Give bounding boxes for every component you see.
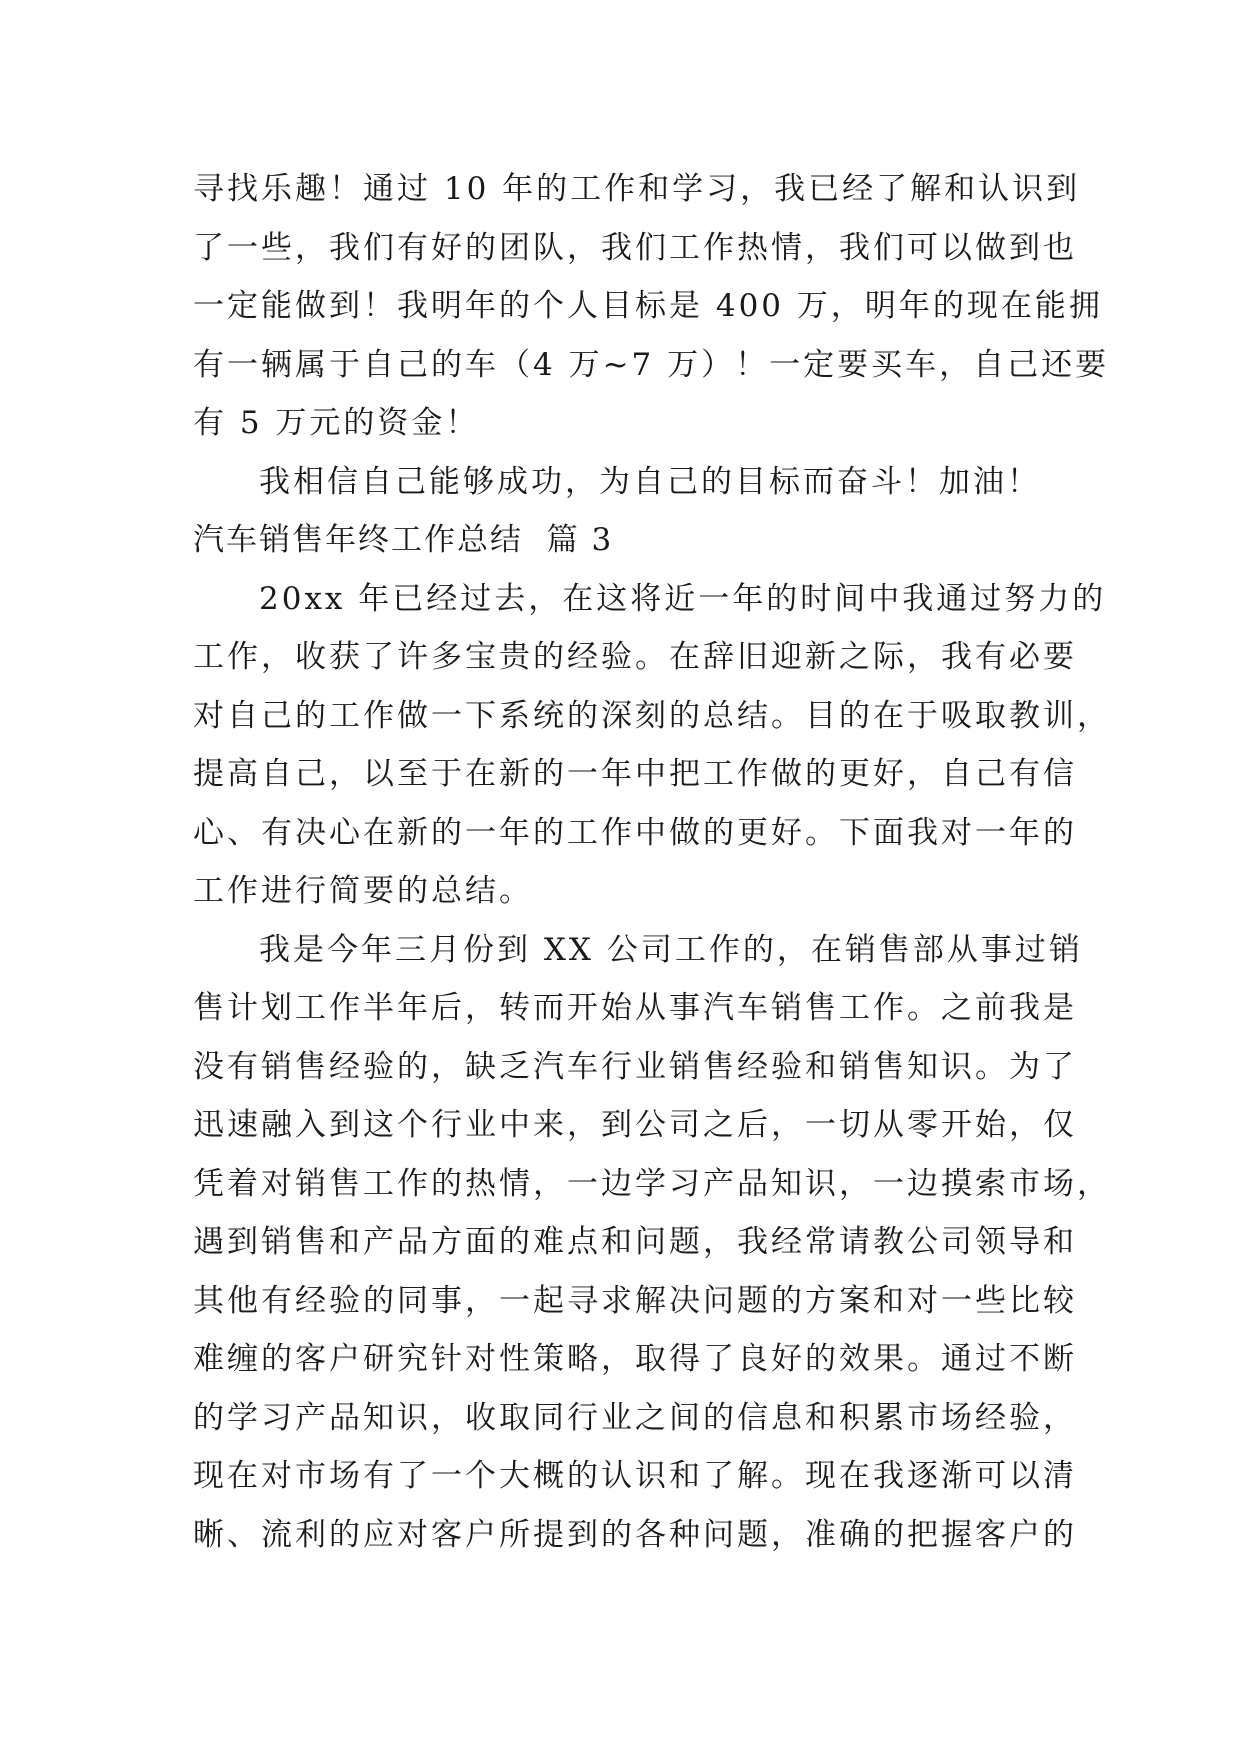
text-line: 心、有决心在新的一年的工作中做的更好。下面我对一年的 bbox=[193, 814, 1077, 851]
text-line: 难缠的客户研究针对性策略，取得了良好的效果。通过不断 bbox=[193, 1341, 1077, 1377]
section-heading: 汽车销售年终工作总结 篇 3 bbox=[193, 522, 614, 558]
text-line: 的学习产品知识，收取同行业之间的信息和积累市场经验， bbox=[193, 1399, 1077, 1436]
text-line: 售计划工作半年后，转而开始从事汽车销售工作。之前我是 bbox=[193, 990, 1077, 1026]
text-line: 有一辆属于自己的车（4 万~7 万）！一定要买车，自己还要 bbox=[193, 346, 1110, 383]
text-line: 凭着对销售工作的热情，一边学习产品知识，一边摸索市场， bbox=[193, 1165, 1111, 1202]
text-line: 现在对市场有了一个大概的认识和了解。现在我逐渐可以清 bbox=[193, 1458, 1077, 1494]
text-line: 其他有经验的同事，一起寻求解决问题的方案和对一些比较 bbox=[193, 1282, 1077, 1319]
text-line: 没有销售经验的，缺乏汽车行业销售经验和销售知识。为了 bbox=[193, 1048, 1077, 1085]
text-line: 迅速融入到这个行业中来，到公司之后，一切从零开始，仅 bbox=[193, 1107, 1077, 1143]
text-line: 晰、流利的应对客户所提到的各种问题，准确的把握客户的 bbox=[193, 1516, 1077, 1553]
text-line: 提高自己，以至于在新的一年中把工作做的更好，自己有信 bbox=[193, 756, 1077, 792]
document-body bbox=[193, 160, 1111, 1564]
text-line: 工作，收获了许多宝贵的经验。在辞旧迎新之际，我有必要 bbox=[193, 639, 1077, 675]
text-line: 20xx 年已经过去，在这将近一年的时间中我通过努力的 bbox=[259, 580, 1107, 617]
text-line: 工作进行简要的总结。 bbox=[193, 873, 533, 909]
text-line: 我是今年三月份到 XX 公司工作的，在销售部从事过销 bbox=[259, 931, 1083, 968]
text-line: 有 5 万元的资金！ bbox=[193, 405, 480, 441]
text-line: 我相信自己能够成功，为自己的目标而奋斗！加油！ bbox=[259, 463, 1041, 500]
text-line: 对自己的工作做一下系统的深刻的总结。目的在于吸取教训， bbox=[193, 697, 1111, 734]
text-line: 一定能做到！我明年的个人目标是 400 万，明年的现在能拥 bbox=[193, 288, 1103, 324]
text-line: 寻找乐趣！通过 10 年的工作和学习，我已经了解和认识到 bbox=[193, 171, 1081, 207]
text-line: 遇到销售和产品方面的难点和问题，我经常请教公司领导和 bbox=[193, 1224, 1077, 1260]
text-line: 了一些，我们有好的团队，我们工作热情，我们可以做到也 bbox=[193, 229, 1077, 266]
